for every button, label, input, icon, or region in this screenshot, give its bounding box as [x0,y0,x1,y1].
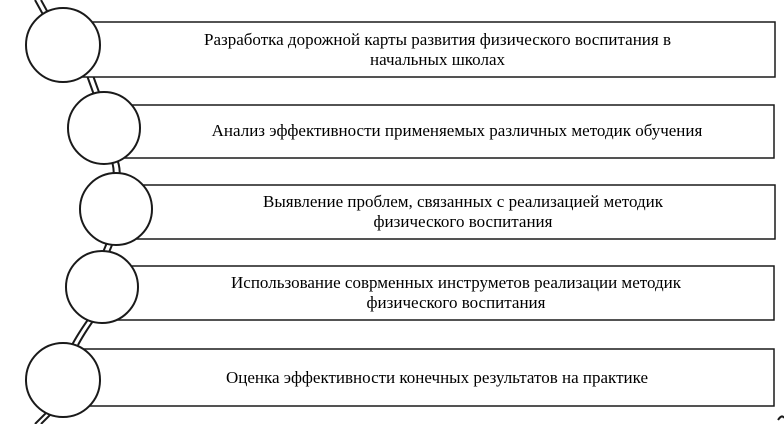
step-5-line-1: Оценка эффективности конечных результатов на практике [225,368,648,387]
step-circle-1 [26,8,100,82]
step-4-line-2: физического воспитания [366,293,546,312]
step-2-line-1: Анализ эффективности применяемых различных методик обучения [211,121,703,140]
corner-mark [778,416,784,420]
step-circle-3 [80,173,152,245]
step-circle-2 [68,92,140,164]
step-text-5 [100,353,774,403]
step-text-3 [152,188,774,236]
step-text-1 [100,26,775,74]
step-circle-5 [26,343,100,417]
step-circle-4 [66,251,138,323]
step-1-line-2: начальных школах [369,50,505,69]
step-4-line-1: Использование соврменных инструметов реализации методик [231,273,681,292]
step-3-line-1: Выявление проблем, связанных с реализацией методик [262,192,663,211]
step-3-line-2: физического воспитания [373,212,553,231]
step-text-4 [138,269,774,317]
step-text-2 [140,107,774,155]
step-1-line-1: Разработка дорожной карты развития физического воспитания в [204,30,671,49]
